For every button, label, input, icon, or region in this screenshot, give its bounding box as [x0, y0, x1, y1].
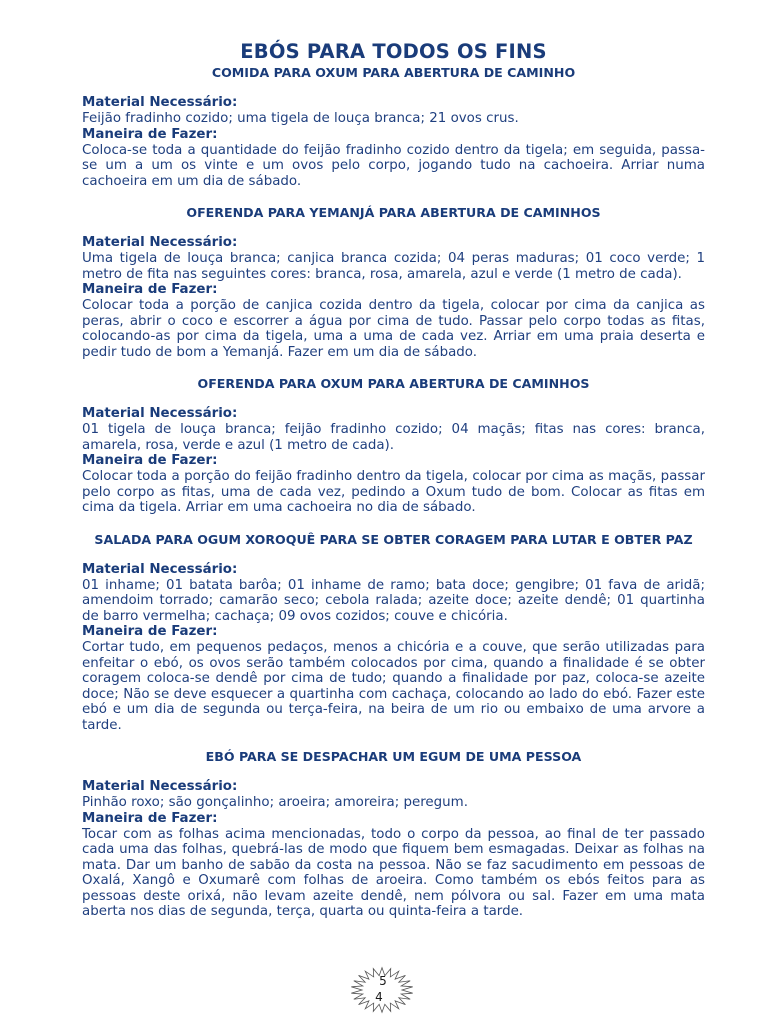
- method-text: Colocar toda a porção de canjica cozida dentro da tigela, colocar por cima da canjica as peras, abrir o coco e escorrer a água por cima de tudo. Passar pelo corpo todas as fitas, colocando-as por cima da tigela, uma a uma de cada vez. Arriar em uma praia deserta e pedir tudo de bom a Yemanjá. Fazer em um dia de sábado.: [82, 298, 705, 360]
- method-text: Coloca-se toda a quantidade do feijão fradinho cozido dentro da tigela; em seguida, passa-se um a um os vinte e um ovos pelo corpo, jogando tudo na cachoeira. Arriar numa cachoeira em um dia de sábado.: [82, 142, 705, 189]
- material-label: Material Necessário:: [82, 95, 238, 110]
- section-salada-ogum: [82, 532, 705, 734]
- material-text: Feijão fradinho cozido; uma tigela de louça branca; 21 ovos crus.: [82, 111, 519, 126]
- material-text: 01 tigela de louça branca; feijão fradinho cozido; 04 maçãs; fitas nas cores: branca, amarela, rosa, verde e azul (1 metro de cada).: [82, 422, 705, 453]
- material-text: Pinhão roxo; são gonçalinho; aroeira; amoreira; peregum.: [82, 795, 468, 810]
- material-text: 01 inhame; 01 batata barôa; 01 inhame de ramo; bata doce; gengibre; 01 fava de aridã; amendoim torrado; camarão seco; cebola ralada; azeite doce; azeite dendê; 01 quartinha de barro vermelha; cachaça; 09 ovos cozidos; couve e chicória.: [82, 577, 705, 624]
- material-label: Material Necessário:: [82, 561, 238, 577]
- material-text: Uma tigela de louça branca; canjica branca cozida; 04 peras maduras; 01 coco verde; 1 metro de fita nas seguintes cores: branca, rosa, amarela, azul e verde (1 metro de cada).: [82, 251, 705, 282]
- page-title: EBÓS PARA TODOS OS FINS: [240, 40, 547, 63]
- document-content: [82, 40, 705, 920]
- material-label: Material Necessário:: [82, 779, 238, 794]
- page-number-badge: [350, 966, 414, 1014]
- method-text: Tocar com as folhas acima mencionadas, todo o corpo da pessoa, ao final de ter passado cada uma das folhas, quebrá-las de modo que fiquem bem esmagadas. Deixar as folhas na mata. Dar um banho de sabão da costa na pessoa. Não se faz sacudimento em pessoas de Oxalá, Xangô e Oxumarê com folhas de aroeira. Como também os ebós feitos para as pessoas deste orixá, não levam azeite dendê, nem pólvora ou sal. Fazer em uma mata aberta nos dias de segunda, terça, quarta ou quinta-feira a tarde.: [82, 826, 705, 919]
- method-label: Maneira de Fazer:: [82, 624, 218, 639]
- method-label: Maneira de Fazer:: [82, 810, 218, 826]
- section-oferenda-yemanja: [82, 205, 705, 360]
- page-number-line1: 5: [379, 974, 387, 988]
- section-comida-oxum: [82, 65, 705, 189]
- section-heading: OFERENDA PARA OXUM PARA ABERTURA DE CAMINHOS: [197, 376, 590, 391]
- section-heading: SALADA PARA OGUM XOROQUÊ PARA SE OBTER CORAGEM PARA LUTAR E OBTER PAZ: [94, 531, 693, 547]
- method-label: Maneira de Fazer:: [82, 126, 218, 142]
- section-heading: COMIDA PARA OXUM PARA ABERTURA DE CAMINHO: [211, 65, 576, 80]
- method-text: Cortar tudo, em pequenos pedaços, menos a chicória e a couve, que serão utilizadas para enfeitar o ebó, os ovos serão também colocados por cima, quando a finalidade é se obter coragem coloca-se dendê por cima de tudo; quando a finalidade por paz, coloca-se azeite doce; Não se deve esquecer a quartinha com cachaça, colocando ao lado do ebó. Fazer este ebó e um dia de segunda ou terça-feira, na beira de um rio ou embaixo de uma arvore a tarde.: [82, 640, 705, 733]
- method-label: Maneira de Fazer:: [82, 282, 218, 297]
- page-number-line2: 4: [375, 990, 383, 1004]
- section-oferenda-oxum: [82, 376, 705, 516]
- material-label: Material Necessário:: [82, 406, 238, 421]
- method-text: Colocar toda a porção do feijão fradinho dentro da tigela, colocar por cima as maçãs, passar pelo corpo as fitas, uma de cada vez, pedindo a Oxum tudo de bom. Colocar as fitas em cima da tigela. Arriar em uma cachoeira no dia de sábado.: [82, 469, 705, 515]
- method-label: Maneira de Fazer:: [82, 453, 218, 468]
- section-heading: EBÓ PARA SE DESPACHAR UM EGUM DE UMA PESSOA: [205, 749, 582, 764]
- section-ebo-egum: [82, 749, 705, 920]
- section-heading: OFERENDA PARA YEMANJÁ PARA ABERTURA DE CAMINHOS: [186, 205, 601, 220]
- material-label: Material Necessário:: [82, 235, 238, 250]
